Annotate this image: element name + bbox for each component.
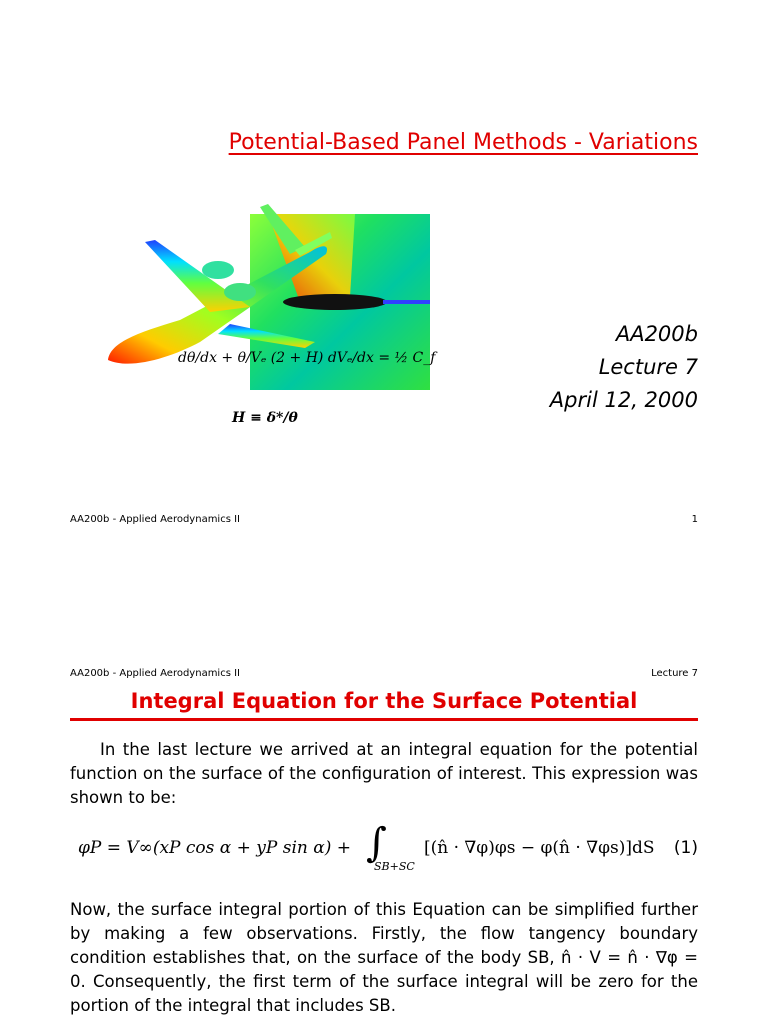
- slide2-header-left: AA200b - Applied Aerodynamics II: [70, 668, 240, 679]
- equation-rhs: [(n̂ · ∇φ)φs − φ(n̂ · ∇φs)]dS: [424, 838, 655, 858]
- integral-bounds: SB+SC: [374, 860, 415, 873]
- title-rule: [70, 718, 698, 721]
- slide2-header-right: Lecture 7: [651, 668, 698, 679]
- equation-number: (1): [673, 838, 698, 858]
- lecture-number: Lecture 7: [598, 355, 698, 379]
- course-code: AA200b: [615, 322, 698, 346]
- equation-lhs: φP = V∞(xP cos α + yP sin α) +: [78, 838, 352, 858]
- boundary-layer-formula: dθ/dx + θ/Vₑ (2 + H) dVₑ/dx = ½ C_f: [178, 350, 436, 366]
- lecture-date: April 12, 2000: [549, 388, 698, 412]
- slide2-title: Integral Equation for the Surface Potential: [130, 689, 638, 713]
- slide1-page-number: 1: [691, 514, 698, 525]
- lecture-info: [480, 318, 698, 417]
- slide1-footer-left: AA200b - Applied Aerodynamics II: [70, 514, 240, 525]
- slide1-title: Potential-Based Panel Methods - Variations: [228, 130, 698, 155]
- shape-factor-formula: H ≡ δ*/θ: [232, 410, 298, 426]
- integral-sign: ∫: [366, 820, 387, 866]
- integral-equation: [78, 820, 698, 876]
- aircraft-cfd-figure: [100, 192, 440, 442]
- paragraph-intro: In the last lecture we arrived at an integral equation for the potential function on the surface of the configuration of interest. This expression was shown to be:: [70, 740, 698, 807]
- paragraph-observations: Now, the surface integral portion of this Equation can be simplified further by making a few observations. Firstly, the flow tangency boundary condition establishes that, on the surface of the body SB, n̂ · V = n̂ · ∇φ = 0. Consequently, the first term of the surface integral will be zero for the portion of the integral that includes SB.: [70, 900, 698, 1015]
